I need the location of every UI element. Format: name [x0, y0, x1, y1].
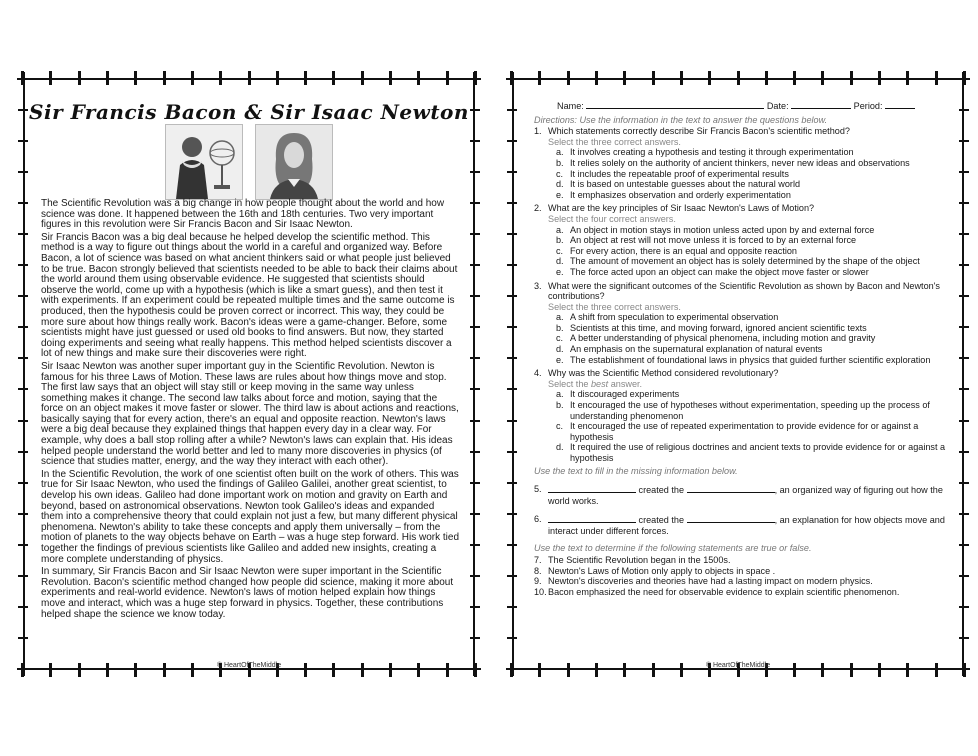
answer-blank[interactable] [548, 484, 636, 493]
reading-passage [41, 199, 459, 622]
question-item [534, 368, 948, 463]
option-text: It required the use of religious doctrines and ancient texts to provide evidence for or against a hypothesis [570, 442, 946, 463]
answer-blank[interactable] [687, 514, 775, 523]
question-text: Why was the Scientific Method considered revolutionary? [548, 368, 779, 379]
true-false-item [534, 566, 948, 577]
answer-option[interactable] [548, 190, 948, 201]
answer-option[interactable] [548, 225, 948, 236]
fill-in-text: , an explanation for how objects move and interact under different forces. [548, 515, 945, 536]
answer-options [548, 147, 948, 200]
worksheet-page [516, 82, 960, 669]
question-number: 6. [534, 514, 542, 525]
answer-option[interactable] [548, 333, 948, 344]
answer-option[interactable] [548, 421, 948, 442]
option-text: It relies solely on the authority of ancient thinkers, never new ideas and observations [570, 157, 910, 168]
bacon-portrait-image [165, 124, 243, 200]
fill-in-text: created the [638, 515, 685, 526]
question-number: 10. [534, 586, 547, 597]
select-instruction-text: Select the four correct answers. [548, 213, 676, 224]
select-instruction-text: Select the three correct answers. [548, 136, 681, 147]
question-body [548, 281, 948, 366]
answer-blank[interactable] [548, 514, 636, 523]
question-body [548, 126, 948, 200]
fill-in-body [548, 484, 948, 506]
statement-text: The Scientific Revolution began in the 1500s. [548, 555, 731, 566]
option-text: It encouraged the use of repeated experimentation to provide evidence for or against a hypothesis [570, 421, 919, 442]
answer-option[interactable] [548, 147, 948, 158]
answer-option[interactable] [548, 389, 948, 400]
true-false-directions: Use the text to determine if the following statements are true or false. [534, 542, 812, 553]
directions-text: Directions: Use the information in the text to answer the questions below. [534, 114, 828, 125]
true-false-item [534, 587, 948, 598]
option-letter: a. [556, 389, 564, 400]
question-number: 3. [534, 280, 542, 291]
border-decoration [959, 78, 969, 670]
option-letter: c. [556, 421, 564, 432]
option-text: For every action, there is an equal and opposite reaction [570, 245, 797, 256]
fill-in-body [548, 514, 948, 536]
option-text: It emphasizes observation and orderly experimentation [570, 189, 791, 200]
fill-in-item [534, 484, 948, 506]
question-number: 4. [534, 368, 542, 379]
select-instruction-text: answer. [608, 378, 643, 389]
option-letter: c. [556, 245, 564, 256]
option-text: It discouraged experiments [570, 389, 680, 400]
newton-portrait-image [255, 124, 333, 200]
paragraph: Sir Francis Bacon was a big deal because he helped develop the scientific method. This method is a way to figure out things about the world in a careful and organized way. Before Bacon, a lot of science was based on what ancient thinkers said or what people just believed to be true. Bacon strongly believed that scientists needed to be able to back their claims about the world around them using observable evidence. He suggested that scientists should observe the world, come up with a hypothesis (which is like a smart guess), and then test it with experiments. If an experiment could be repeated multiple times and the same outcome is produced, then the hypothesis could be proven correct or incorrect. This way, they could be more sure about how things really work. Bacon's ideas were a game-changer. Before, some scientists might have just guessed or used old books to find answers. But now, they started doing experiments and seeing what really happens. This method helped scientists discover a lot of new things and make sure their discoveries were right. [41, 231, 458, 360]
select-instruction-emphasis: best [590, 378, 609, 389]
option-letter: b. [556, 235, 564, 246]
question-number: 7. [534, 555, 542, 566]
answer-option[interactable] [548, 400, 948, 421]
question-number: 2. [534, 203, 542, 214]
question-text: Which statements correctly describe Sir Francis Bacon's scientific method? [548, 126, 850, 137]
true-false-item [534, 576, 948, 587]
fill-in-text: , an organized way of figuring out how the world works. [548, 485, 943, 506]
option-letter: d. [556, 344, 564, 355]
fill-in-list [534, 484, 948, 536]
select-instruction [548, 137, 948, 148]
option-letter: b. [556, 322, 564, 333]
option-text: A shift from speculation to experimental observation [570, 312, 779, 323]
option-letter: c. [556, 333, 564, 344]
question-text: What were the significant outcomes of the Scientific Revolution as shown by Bacon and Newton's contributions? [548, 280, 940, 302]
border-decoration [470, 78, 480, 670]
option-letter: d. [556, 256, 564, 267]
option-text: It is based on untestable guesses about the natural world [570, 179, 801, 190]
option-text: A better understanding of physical phenomena, including motion and gravity [570, 333, 876, 344]
reading-page [27, 82, 471, 669]
answer-options [548, 312, 948, 365]
border-decoration [18, 78, 28, 670]
student-info-line [557, 100, 948, 112]
statement-text: Newton's discoveries and theories have had a lasting impact on modern physics. [548, 576, 873, 587]
answer-option[interactable] [548, 169, 948, 180]
answer-option[interactable] [548, 344, 948, 355]
option-letter: e. [556, 354, 564, 365]
answer-option[interactable] [548, 312, 948, 323]
option-text: It encouraged the use of hypotheses without experimentation, speeding up the process of understanding phenomenon [570, 400, 930, 421]
answer-option[interactable] [548, 235, 948, 246]
answer-options [548, 225, 948, 278]
fill-directions: Use the text to fill in the missing information below. [534, 465, 738, 476]
answer-option[interactable] [548, 323, 948, 334]
option-letter: a. [556, 312, 564, 323]
answer-option[interactable] [548, 442, 948, 463]
question-text: What are the key principles of Sir Isaac Newton's Laws of Motion? [548, 203, 815, 214]
question-number: 9. [534, 576, 542, 587]
option-text: It involves creating a hypothesis and testing it through experimentation [570, 147, 854, 158]
question-item [534, 203, 948, 277]
answer-option[interactable] [548, 246, 948, 257]
select-instruction [548, 214, 948, 225]
name-label: Name: [557, 101, 584, 111]
option-letter: a. [556, 224, 564, 235]
paragraph: Sir Isaac Newton was another super important guy in the Scientific Revolution. Newton is famous for his three Laws of Motion. These laws are rules about how things move and stop. The first law says that an object will stay still or keep moving in the same way unless something makes it change. The second law talks about force and motion, saying that the force on an object makes it move faster or slower. The third law is about actions and reactions, basically saying that for every action, there's an equal and opposite reaction. Newton's laws were a big deal because they explained things that happen every day in a clear way. For example, why does a ball stop rolling after a while? Newton's laws can explain that. His ideas helped people understand the world better and led to many more discoveries in physics (of science that studies matter, energy, and the way they interact with each other). [41, 360, 459, 468]
copyright-text: © HeartOfTheMiddle [216, 662, 282, 669]
option-text: The establishment of foundational laws in physics that guided further scientific exploration [570, 354, 931, 365]
question-number: 5. [534, 484, 542, 495]
statement-text: Bacon emphasized the need for observable evidence to explain scientific phenomenon. [548, 586, 900, 597]
fill-in-text: created the [638, 485, 685, 496]
option-text: Scientists at this time, and moving forward, ignored ancient scientific texts [570, 322, 867, 333]
option-text: It includes the repeatable proof of experimental results [570, 168, 789, 179]
answer-option[interactable] [548, 179, 948, 190]
select-instruction [548, 302, 948, 313]
question-number: 1. [534, 126, 542, 137]
question-list [534, 126, 948, 463]
answer-option[interactable] [548, 158, 948, 169]
true-false-item [534, 555, 948, 566]
question-item [534, 126, 948, 200]
answer-blank[interactable] [687, 484, 775, 493]
select-instruction-text: Select the three correct answers. [548, 301, 681, 312]
period-label: Period: [853, 101, 883, 111]
select-instruction-text: Select the [548, 378, 591, 389]
option-text: An object in motion stays in motion unless acted upon by and external force [570, 224, 875, 235]
name-field[interactable] [586, 100, 764, 109]
select-instruction [548, 379, 948, 390]
answer-option[interactable] [548, 256, 948, 267]
answer-option[interactable] [548, 267, 948, 278]
worksheet-content [534, 100, 948, 598]
answer-options [548, 389, 948, 463]
paragraph: The Scientific Revolution was a big change in how people thought about the world and how science was done. It happened between the 16th and 18th centuries. Two very important figures in this revolution were Sir Francis Bacon and Sir Isaac Newton. [41, 198, 445, 231]
period-field[interactable] [885, 100, 915, 109]
answer-option[interactable] [548, 355, 948, 366]
page-title: Sir Francis Bacon & Sir Isaac Newton [29, 100, 469, 124]
option-text: An object at rest will not move unless it is forced to by an external force [570, 235, 857, 246]
question-number: 8. [534, 565, 542, 576]
border-decoration [510, 71, 966, 85]
question-body [548, 203, 948, 277]
date-label: Date: [766, 101, 789, 111]
option-text: The force acted upon an object can make the object move faster or slower [570, 266, 869, 277]
paragraph: In the Scientific Revolution, the work of one scientist often built on the work of others. This was true for Sir Isaac Newton, who used the findings of Galileo Galilei, another great scientist, to develop his own ideas. Galileo had done important work on motion and gravity on Earth and beyond, based on astronomical observations. Newton took Galileo's ideas and expanded them into a comprehensive theory that could explain not just a few, but many different physical phenomena. Newton's ability to take these concepts and apply them universally – from the motion of planets to the way objects behave on Earth – was a huge step forward. His work tied together the findings of previous scientists like Galileo and added new insights, creating a more complete understanding of physics. [41, 468, 460, 565]
option-letter: d. [556, 442, 564, 453]
option-letter: a. [556, 147, 564, 158]
question-item [534, 281, 948, 366]
option-letter: e. [556, 189, 564, 200]
option-letter: c. [556, 168, 564, 179]
date-field[interactable] [791, 100, 851, 109]
true-false-list [534, 555, 948, 597]
paragraph: In summary, Sir Francis Bacon and Sir Isaac Newton were super important in the Scientific Revolution. Bacon's scientific method changed how people did science, making it more about experiments and real-world evidence. Newton's laws of motion helped explain how things move and interact, which was a huge step forward in physics. Together, these contributions helped shape the science we know today. [41, 566, 454, 620]
fill-in-item [534, 514, 948, 536]
option-letter: b. [556, 400, 564, 411]
border-decoration [21, 71, 477, 85]
option-letter: b. [556, 157, 564, 168]
option-letter: d. [556, 179, 564, 190]
option-text: An emphasis on the supernatural explanation of natural events [570, 344, 823, 355]
border-decoration [507, 78, 517, 670]
option-text: The amount of movement an object has is solely determined by the shape of the object [570, 256, 920, 267]
option-letter: e. [556, 266, 564, 277]
question-body [548, 368, 948, 463]
copyright-text: © HeartOfTheMiddle [705, 662, 771, 669]
statement-text: Newton's Laws of Motion only apply to objects in space . [548, 565, 776, 576]
